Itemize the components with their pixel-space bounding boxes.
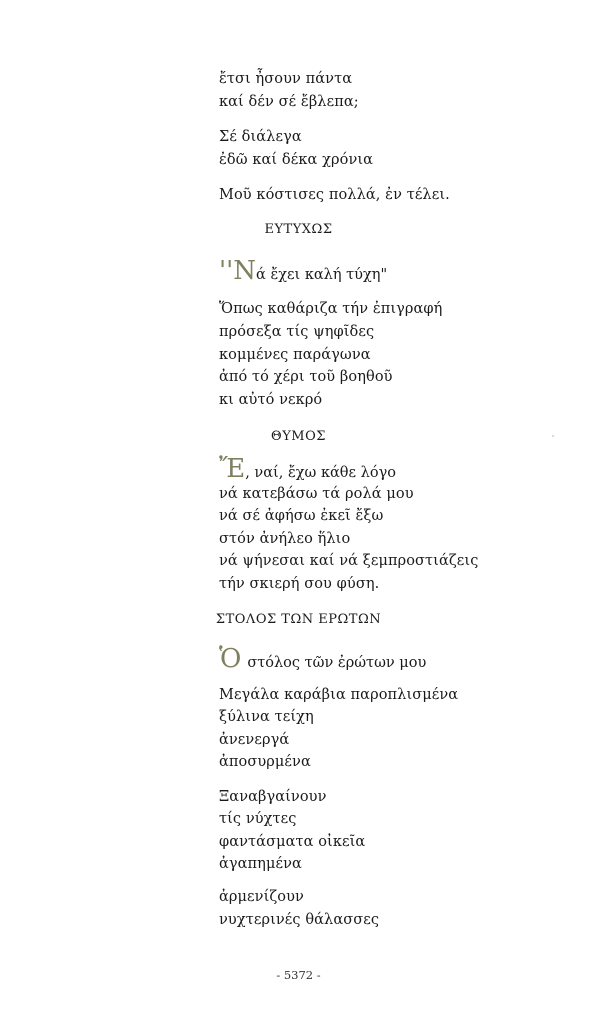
verse-line: Σέ διάλεγα bbox=[219, 129, 302, 145]
verse-line: ἀνενεργά bbox=[219, 732, 290, 748]
first-line-text: στόλος τῶν ἐρώτων μου bbox=[247, 655, 427, 671]
verse-line: ξύλινα τείχη bbox=[219, 709, 314, 725]
verse-line: Ὅπως καθάριζα τήν ἐπιγραφή bbox=[219, 301, 443, 317]
page-number: - 5372 - bbox=[276, 968, 321, 982]
verse-line: φαντάσματα οἰκεῖα bbox=[219, 834, 366, 850]
verse-line: ἀρμενίζουν bbox=[219, 889, 304, 905]
verse-line: νυχτερινές θάλασσες bbox=[219, 912, 380, 928]
verse-line: ἔτσι ἦσουν πάντα bbox=[219, 71, 353, 87]
verse-line: ἀγαπημένα bbox=[219, 856, 302, 872]
poem-title: ΘΥΜΟΣ bbox=[271, 429, 326, 444]
first-line-text: , ναί, ἔχω κάθε λόγο bbox=[245, 465, 396, 481]
poem-title: ΣΤΟΛΟΣ ΤΩΝ ΕΡΩΤΩΝ bbox=[215, 612, 382, 627]
verse-line: τήν σκιερή σου φύση. bbox=[219, 576, 380, 592]
verse-line: νά σέ ἀφήσω ἐκεῖ ἔξω bbox=[219, 508, 384, 524]
drop-cap: Ὁ bbox=[219, 644, 242, 674]
verse-line: νά ψήνεσαι καί νά ξεμπροστιάζεις bbox=[219, 553, 479, 569]
verse-line: Μοῦ κόστισες πολλά, ἐν τέλει. bbox=[219, 187, 450, 203]
verse-line: νά κατεβάσω τά ρολά μου bbox=[219, 486, 414, 502]
verse-line: Ξαναβγαίνουν bbox=[219, 789, 327, 805]
verse-line: ἀπό τό χέρι τοῦ βοηθοῦ bbox=[219, 369, 393, 385]
verse-line: καί δέν σέ ἔβλεπα; bbox=[219, 94, 359, 110]
poem-first-line bbox=[219, 258, 387, 284]
verse-line: στόν ἀνήλεο ἥλιο bbox=[219, 531, 351, 547]
poem-first-line bbox=[219, 456, 396, 482]
verse-line: ἀποσυρμένα bbox=[219, 754, 311, 770]
verse-line: Μεγάλα καράβια παροπλισμένα bbox=[219, 687, 459, 703]
first-line-text: ά ἔχει καλή τύχη" bbox=[256, 267, 388, 283]
verse-line: κομμένες παράγωνα bbox=[219, 347, 371, 363]
print-speck bbox=[552, 435, 554, 437]
poem-first-line bbox=[219, 646, 426, 672]
verse-line: ἐδῶ καί δέκα χρόνια bbox=[219, 152, 374, 168]
verse-line: πρόσεξα τίς ψηφῖδες bbox=[219, 324, 375, 340]
verse-line: κι αὐτό νεκρό bbox=[219, 392, 323, 408]
drop-cap: ''Ν bbox=[219, 256, 257, 286]
verse-line: τίς νύχτες bbox=[219, 811, 297, 827]
poem-title: ΕΥΤΥΧΩΣ bbox=[264, 222, 333, 237]
drop-cap: Ἔ bbox=[219, 454, 246, 484]
